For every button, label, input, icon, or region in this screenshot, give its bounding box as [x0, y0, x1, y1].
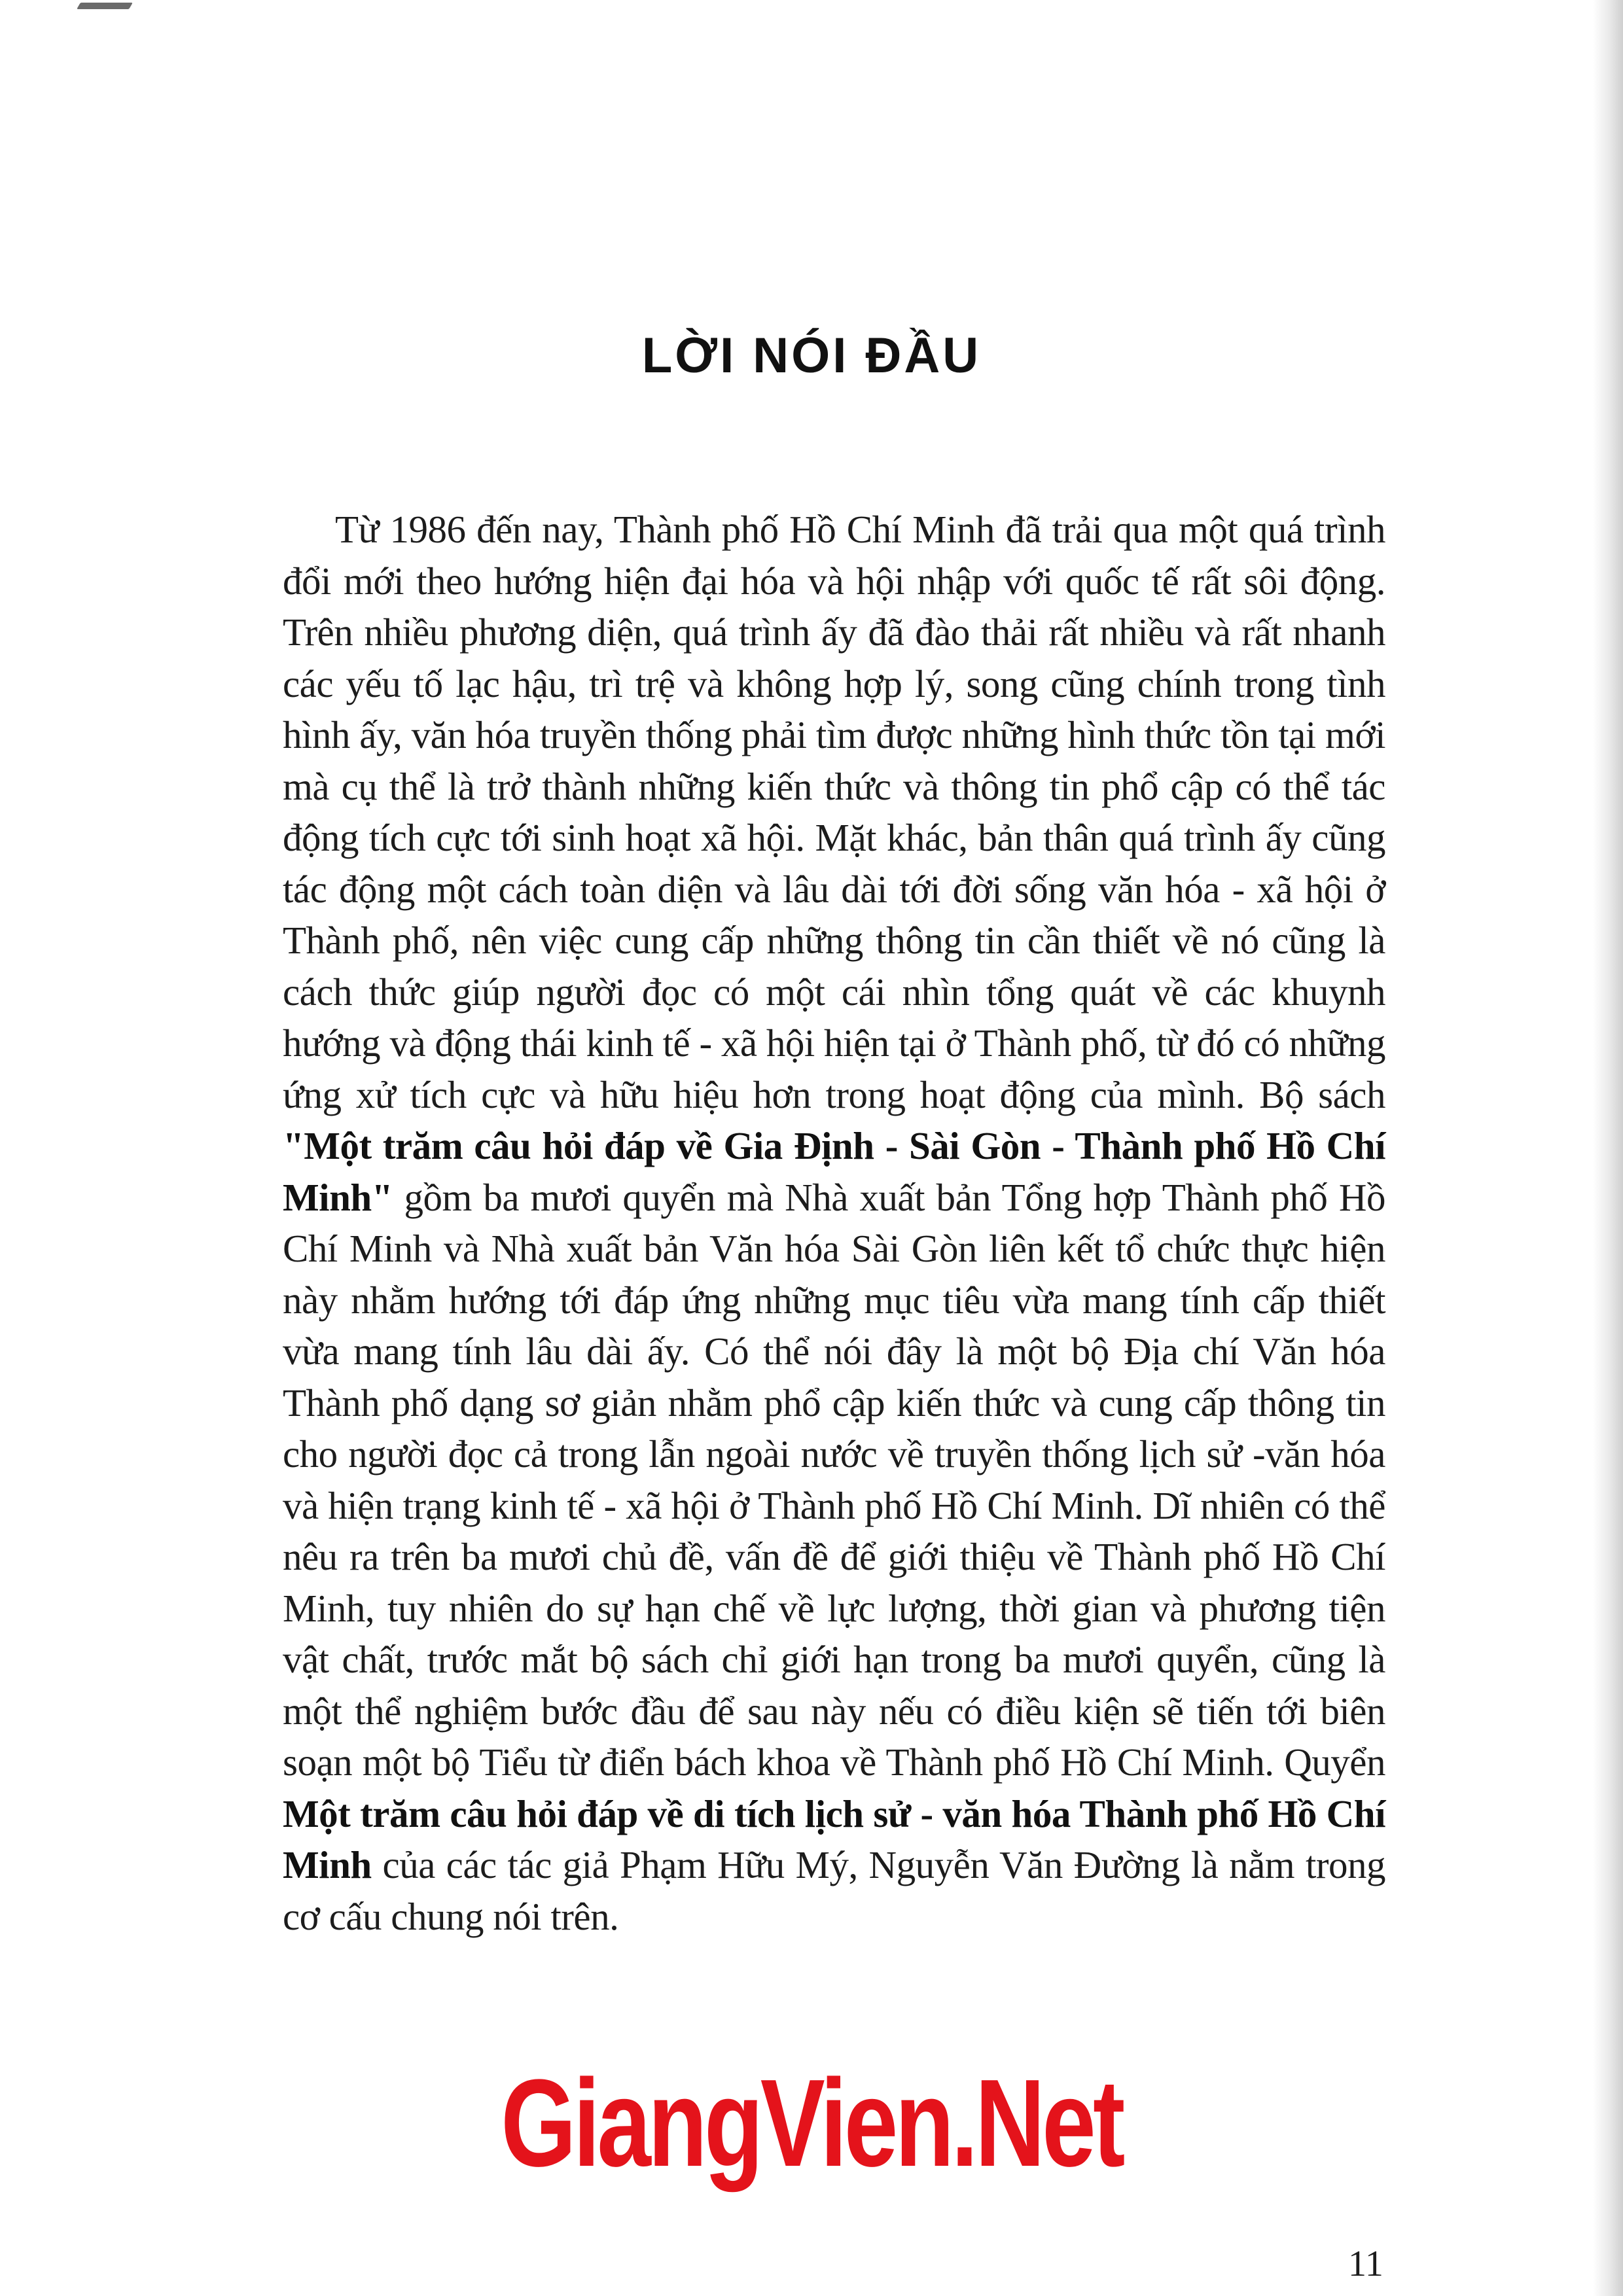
page-number: 11	[1348, 2244, 1383, 2284]
series-title: "Một trăm câu hỏi đáp về Gia Định - Sài Gòn - Thành phố Hồ Chí Minh"	[283, 1124, 1385, 1219]
paragraph-text-3: của các tác giả Phạm Hữu Mý, Nguyễn Văn Đường là nằm trong cơ cấu chung nói trên.	[283, 1843, 1385, 1938]
watermark-logo: GiangVien.Net	[501, 2054, 1122, 2193]
scan-mark	[77, 3, 133, 9]
page-title: LỜI NÓI ĐẦU	[641, 328, 982, 383]
paragraph-text-1: Từ 1986 đến nay, Thành phố Hồ Chí Minh đã trải qua một quá trình đổi mới theo hướng hiện đại hóa và hội nhập với quốc tế rất sôi động. Trên nhiều phương diện, quá trình ấy đã đào thải rất nhiều và rất nhanh các yếu tố lạc hậu, trì trệ và không hợp lý, song cũng chính trong tình hình ấy, văn hóa truyền thống phải tìm được những hình thức tồn tại mới mà cụ thể là trở thành những kiến thức và thông tin phổ cập có thể tác động tích cực tới sinh hoạt xã hội. Mặt khác, bản thân quá trình ấy cũng tác động một cách toàn diện và lâu dài tới đời sống văn hóa - xã hội ở Thành phố, nên việc cung cấp những thông tin cần thiết về nó cũng là cách thức giúp người đọc có một cái nhìn tổng quát về các khuynh hướng và động thái kinh tế - xã hội hiện tại ở Thành phố, từ đó có những ứng xử tích cực và hữu hiệu hơn trong hoạt động của mình. Bộ sách	[283, 508, 1385, 1116]
book-title: Một trăm câu hỏi đáp về di tích lịch sử - văn hóa Thành phố Hồ Chí Minh	[283, 1792, 1385, 1886]
body-paragraph	[283, 504, 1385, 1942]
paragraph-text-2: gồm ba mươi quyển mà Nhà xuất bản Tổng hợp Thành phố Hồ Chí Minh và Nhà xuất bản Văn hóa Sài Gòn liên kết tổ chức thực hiện này nhằm hướng tới đáp ứng những mục tiêu vừa mang tính cấp thiết vừa mang tính lâu dài ấy. Có thể nói đây là một bộ Địa chí Văn hóa Thành phố dạng sơ giản nhằm phổ cập kiến thức và cung cấp thông tin cho người đọc cả trong lẫn ngoài nước về truyền thống lịch sử -văn hóa và hiện trạng kinh tế - xã hội ở Thành phố Hồ Chí Minh. Dĩ nhiên có thể nêu ra trên ba mươi chủ đề, vấn đề để giới thiệu về Thành phố Hồ Chí Minh, tuy nhiên do sự hạn chế về lực lượng, thời gian và phương tiện vật chất, trước mắt bộ sách chỉ giới hạn trong ba mươi quyển, cũng là một thể nghiệm bước đầu để sau này nếu có điều kiện sẽ tiến tới biên soạn một bộ Tiểu từ điển bách khoa về Thành phố Hồ Chí Minh. Quyển	[283, 1175, 1385, 1784]
